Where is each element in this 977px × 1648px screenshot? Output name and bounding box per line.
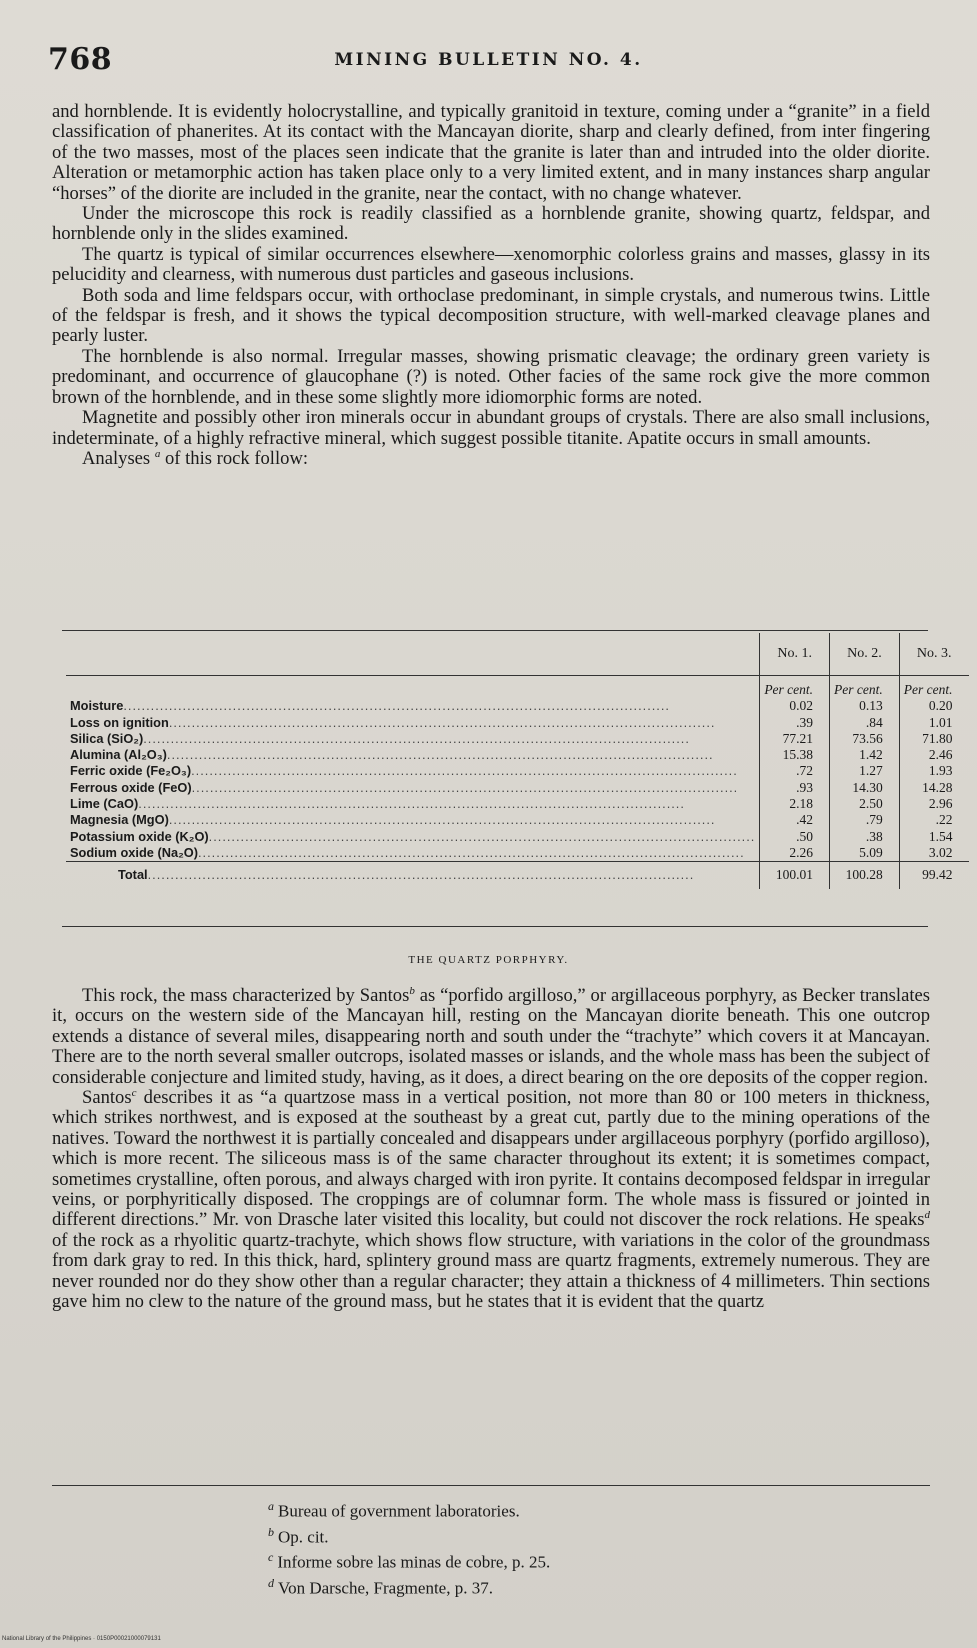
- value-cell: 73.56: [830, 731, 900, 747]
- library-imprint: National Library of the Philippines · 0150P00021000079131: [2, 1636, 161, 1642]
- value-cell: 71.80: [899, 731, 968, 747]
- leader-dots: ........................................................................................................................: [168, 812, 716, 828]
- paragraph: and hornblende. It is evidently holocrystalline, and typically granitoid in texture, coming under a “granite” in a field classification of phanerites. At its contact with the Mancayan diorite, sharp and clearly defined, from inter fingering of the two masses, most of the places seen indicate that the granite is later than and intruded into the older diorite. Alteration or metamorphic action has taken place only to a very limited extent, and in many instances sharp angular “horses” of the diorite are included in the granite, near the contact, with no change whatever.: [52, 101, 930, 204]
- row-label-text: Sodium oxide (Na₂O): [70, 844, 198, 860]
- leader-dots: ........................................................................................................................: [168, 714, 716, 730]
- table-row: [66, 829, 969, 845]
- bottom-text-block: [52, 986, 930, 1313]
- leader-dots: ........................................................................................................................: [191, 779, 739, 795]
- paragraph: Both soda and lime feldspars occur, with orthoclase predominant, in simple crystals, and numerous twins. Little of the feldspar is fresh, and it shows the typical decomposition structure, with well-marked cleavage planes and pearly luster.: [52, 284, 930, 347]
- table-top-rule: [62, 630, 928, 631]
- leader-dots: ........................................................................................................................: [166, 747, 714, 763]
- footnote-text: Bureau of government laboratories.: [278, 1501, 520, 1521]
- unit-cell: Per cent.: [760, 676, 830, 699]
- analyses-intro: [52, 449, 930, 469]
- footnote-mark: b: [268, 1524, 274, 1539]
- value-cell: 0.02: [760, 698, 830, 714]
- value-cell: 2.18: [760, 796, 830, 812]
- footnote-ref-b: b: [409, 984, 415, 997]
- table-row: [66, 731, 969, 747]
- table-bottom-rule: [62, 926, 928, 927]
- value-cell: 0.13: [830, 698, 900, 714]
- row-label-text: Moisture: [70, 698, 124, 714]
- paragraph: [52, 1088, 930, 1312]
- leader-dots: ........................................................................................................................: [208, 828, 756, 844]
- footnote-ref-c: c: [131, 1086, 137, 1099]
- leader-dots: ........................................................................................................................: [197, 844, 745, 860]
- row-label: [66, 845, 760, 862]
- value-cell: 5.09: [830, 845, 900, 862]
- footnote: [268, 1547, 550, 1573]
- leader-dots: ........................................................................................................................: [191, 763, 738, 779]
- analyses-table: [66, 633, 969, 889]
- leader-dots: ........................................................................................................................: [147, 867, 695, 883]
- value-cell: 2.26: [760, 845, 830, 862]
- footnote: [268, 1496, 550, 1522]
- value-cell: 77.21: [760, 731, 830, 747]
- footnote-mark: c: [268, 1550, 274, 1565]
- value-cell: .72: [760, 763, 830, 779]
- value-cell: 15.38: [760, 747, 830, 763]
- leader-dots: ........................................................................................................................: [138, 796, 685, 812]
- footnote-mark: a: [268, 1499, 274, 1513]
- value-cell: .38: [830, 829, 900, 845]
- page-header: [48, 42, 929, 82]
- value-cell: 100.01: [760, 862, 830, 889]
- paragraph: Magnetite and possibly other iron minerals occur in abundant groups of crystals. There are also small inclusions, indeterminate, of a highly refractive mineral, which suggest possible titanite. Apatite occurs in small amounts.: [52, 407, 930, 449]
- value-cell: 14.30: [830, 780, 900, 796]
- text-run: Santos: [82, 1087, 132, 1109]
- text-run: This rock, the mass characterized by Santos: [82, 985, 410, 1006]
- column-header: No. 2.: [830, 633, 900, 676]
- column-header: No. 3.: [899, 633, 968, 676]
- value-cell: .39: [760, 715, 830, 731]
- row-label: [66, 829, 760, 845]
- value-cell: 1.01: [899, 715, 968, 731]
- value-cell: 2.46: [899, 747, 968, 763]
- row-label-text: Lime (CaO): [70, 796, 139, 812]
- row-label: [66, 731, 760, 747]
- value-cell: 0.20: [899, 698, 968, 714]
- text-run: describes it as “a quartzose mass in a vertical position, not more than 80 or 100 meters in thickness, which strikes northwest, and is exposed at the southeast by a great cut, partly due to the mining operations of the natives. Toward the northwest it is partially concealed and disappears under argillaceous porphyry (porfido argilloso), which is more recent. The siliceous mass is of the same character throughout its extent; it is sometimes compact, sometimes crystalline, often porous, and always charged with iron pyrite. It contains decomposed feldspar in irregular veins, or porphyritically disposed. The croppings are of columnar form. The whole mass is fissured or jointed in different directions.” Mr. von Drasche later visited this locality, but could not discover the rock relations. He speaks: [52, 1087, 930, 1231]
- paragraph: [52, 986, 930, 1088]
- value-cell: .22: [899, 812, 968, 828]
- value-cell: 2.96: [899, 796, 968, 812]
- paragraph: The quartz is typical of similar occurrences elsewhere—xenomorphic colorless grains and masses, glassy in its pelucidity and clearness, with numerous dust particles and gaseous inclusions.: [52, 243, 930, 286]
- row-label-text: Magnesia (MgO): [70, 812, 169, 828]
- row-label: [66, 763, 760, 779]
- row-label: [66, 862, 760, 889]
- table-row: [66, 780, 969, 796]
- value-cell: 1.54: [899, 829, 968, 845]
- row-label-text: Alumina (Al₂O₃): [70, 747, 167, 763]
- value-cell: .50: [760, 829, 830, 845]
- section-title: THE QUARTZ PORPHYRY.: [408, 954, 569, 966]
- value-cell: 1.42: [830, 747, 900, 763]
- footnote-text: Op. cit.: [278, 1527, 329, 1547]
- value-cell: .93: [760, 780, 830, 796]
- table-row: [66, 715, 969, 731]
- analyses-intro-before: Analyses: [82, 447, 151, 469]
- value-cell: .42: [760, 812, 830, 828]
- row-label: [66, 780, 760, 796]
- value-cell: 99.42: [899, 862, 968, 889]
- row-label-text: Ferrous oxide (FeO): [70, 779, 192, 795]
- footnote-rule: [52, 1485, 930, 1486]
- row-label-text: Loss on ignition: [70, 714, 169, 730]
- value-cell: 1.93: [899, 763, 968, 779]
- footnote-text: Von Darsche, Fragmente, p. 37.: [278, 1578, 493, 1598]
- row-label-text: Silica (SiO₂): [70, 730, 144, 746]
- text-run: as “porfido argilloso,” or argillaceous porphyry, as Becker translates it, occurs on the western side of the Mancayan hill, resting on the Mancayan diorite beneath. This one outcrop extends a distance of several miles, disappearing north and south under the “trachyte” which covers it at Mancayan. There are to the north several smaller outcrops, isolated masses or islands, and the whole mass has been the subject of considerable conjecture and limited study, having, as it does, a direct bearing on the ore deposits of the copper region.: [52, 985, 930, 1088]
- table-row: [66, 698, 969, 714]
- value-cell: .79: [830, 812, 900, 828]
- value-cell: 1.27: [830, 763, 900, 779]
- footnote: [268, 1573, 550, 1599]
- footnote-mark: d: [268, 1575, 274, 1590]
- paragraph: The hornblende is also normal. Irregular masses, showing prismatic cleavage; the ordinary green variety is predominant, and occurrence of glaucophane (?) is noted. Other facies of the same rock give the more common brown of the hornblende, and in these some slightly more idiomorphic forms are noted.: [52, 345, 930, 408]
- footnote: [268, 1522, 550, 1548]
- value-cell: 2.50: [830, 796, 900, 812]
- row-label-text: Ferric oxide (Fe₂O₃): [70, 763, 192, 779]
- page-number: 768: [48, 42, 113, 77]
- footnote-ref-a: a: [154, 447, 161, 460]
- table-row: [66, 763, 969, 779]
- total-row: [66, 862, 969, 889]
- row-label: [66, 698, 760, 714]
- table-row: [66, 845, 969, 862]
- analyses-intro-after: of this rock follow:: [164, 447, 309, 469]
- value-cell: .84: [830, 715, 900, 731]
- footnote-text: Informe sobre las minas de cobre, p. 25.: [277, 1552, 551, 1572]
- footnotes: [268, 1496, 550, 1599]
- paragraph: Under the microscope this rock is readily classified as a hornblende granite, showing quartz, feldspar, and hornblende only in the slides examined.: [52, 203, 930, 245]
- table-row: [66, 796, 969, 812]
- running-head: MINING BULLETIN NO. 4.: [334, 50, 643, 70]
- value-cell: 100.28: [830, 862, 900, 889]
- column-header: No. 1.: [760, 633, 830, 676]
- table-header-label: [66, 633, 760, 676]
- row-label: [66, 747, 760, 763]
- row-label-text: Potassium oxide (K₂O): [70, 828, 209, 844]
- top-text-block: [52, 102, 930, 469]
- table-row: [66, 747, 969, 763]
- row-label-text: Total: [118, 867, 148, 883]
- footnote-ref-d: d: [924, 1209, 930, 1222]
- unit-cell: Per cent.: [830, 676, 900, 699]
- row-label: [66, 812, 760, 828]
- leader-dots: ........................................................................................................................: [143, 730, 690, 746]
- text-run: of the rock as a rhyolitic quartz-trachyte, which shows flow structure, with variations in the color of the groundmass from dark gray to red. In this thick, hard, splintery ground mass are quartz fragments, extremely numerous. They are never rounded nor do they show other than a regular character; they attain a thickness of 4 millimeters. Thin sections gave him no clew to the nature of the ground mass, but he states that it is evident that the quartz: [52, 1229, 930, 1313]
- unit-row: [66, 676, 969, 699]
- value-cell: 3.02: [899, 845, 968, 862]
- table-row: [66, 812, 969, 828]
- value-cell: 14.28: [899, 780, 968, 796]
- leader-dots: ........................................................................................................................: [123, 698, 670, 714]
- unit-cell: Per cent.: [899, 676, 968, 699]
- row-label: [66, 715, 760, 731]
- row-label: [66, 796, 760, 812]
